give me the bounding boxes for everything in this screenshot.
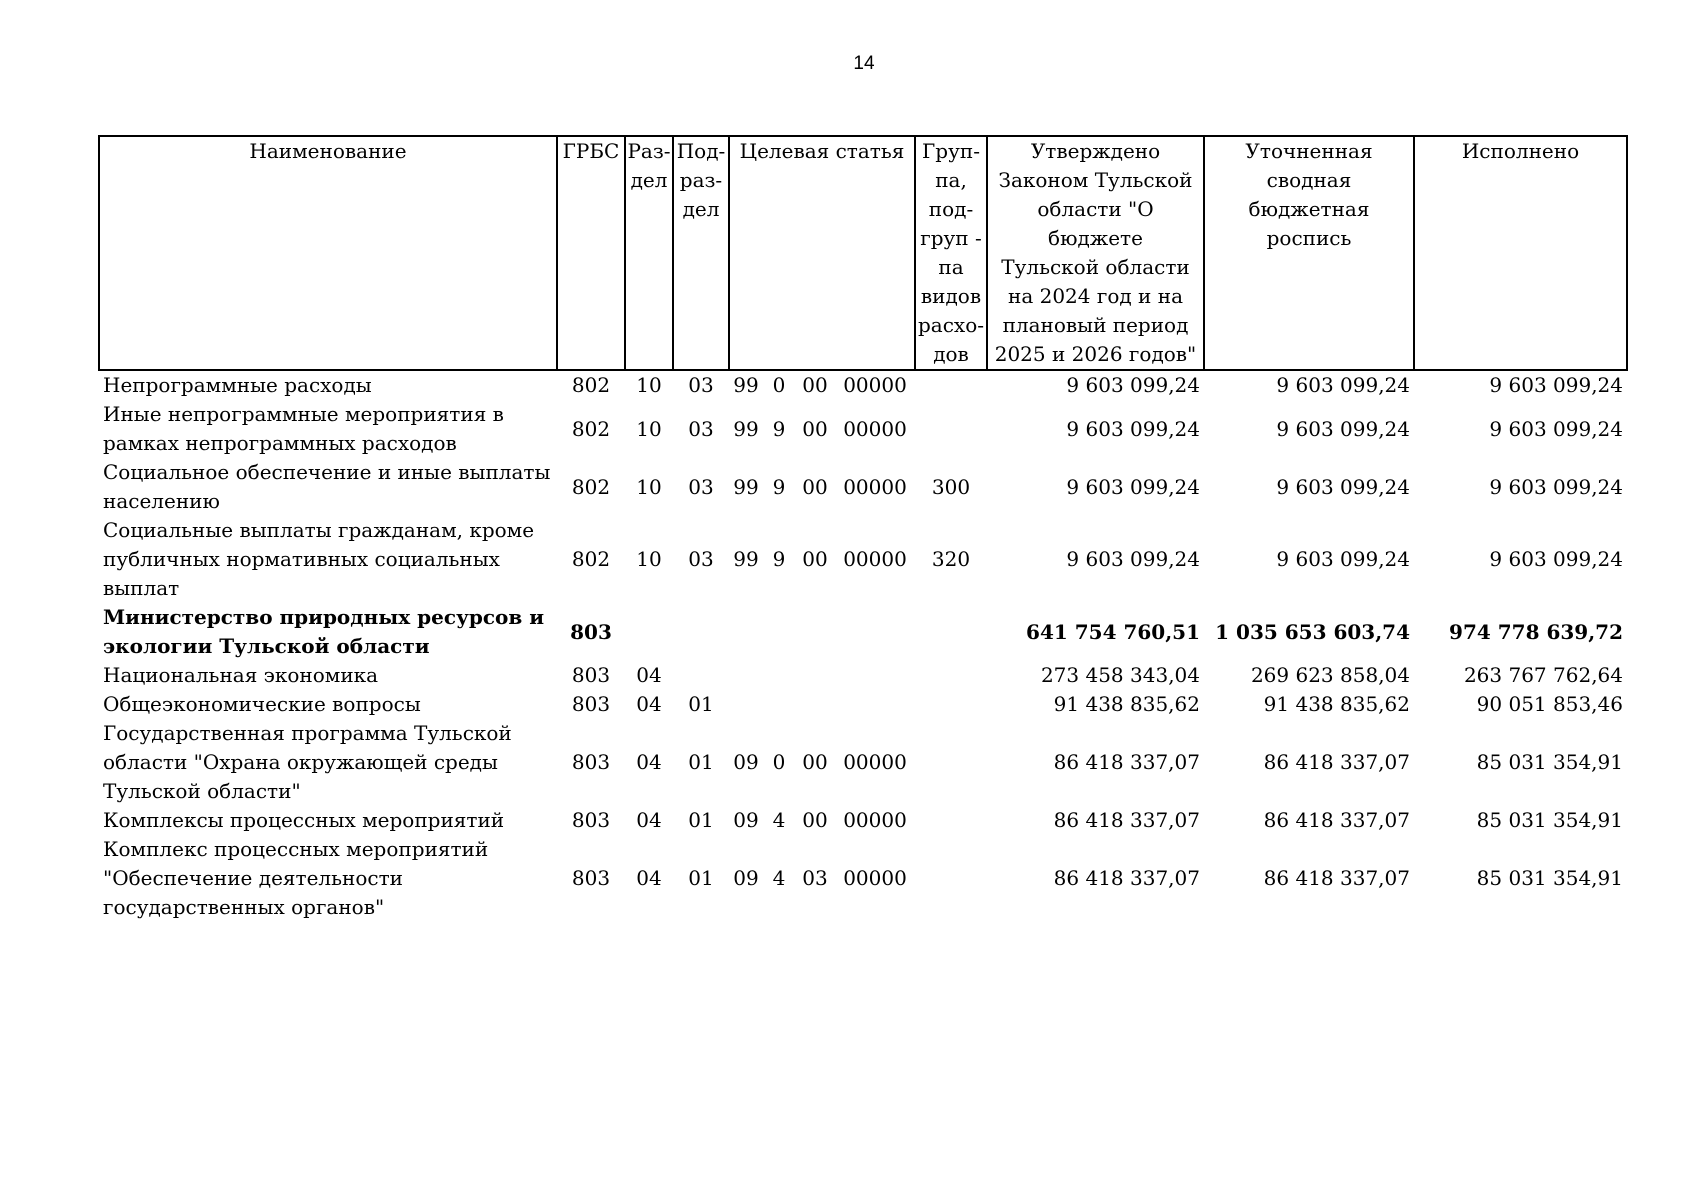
row-expense-group xyxy=(915,719,987,806)
row-executed: 974 778 639,72 xyxy=(1449,619,1623,644)
row-target-subprogram: 4 xyxy=(772,866,786,890)
row-target-subprogram xyxy=(763,603,795,661)
row-target-direction xyxy=(795,690,835,719)
row-refined: 86 418 337,07 xyxy=(1263,866,1410,890)
row-razdel: 10 xyxy=(636,547,662,571)
row-expense-group xyxy=(915,603,987,661)
header-approved: Утверждено Законом Тульской области "О бюджете Тульской области на 2024 год и на плановый период 2025 и 2026 годов" xyxy=(987,136,1204,370)
row-target-code: 00000 xyxy=(843,373,907,397)
row-target-code: 00000 xyxy=(843,547,907,571)
row-executed: 9 603 099,24 xyxy=(1489,416,1623,441)
row-target-direction: 00 xyxy=(802,416,828,441)
row-refined: 91 438 835,62 xyxy=(1263,692,1410,716)
row-expense-group: 320 xyxy=(931,547,971,571)
row-target-direction xyxy=(795,603,835,661)
row-expense-group xyxy=(915,806,987,835)
row-expense-group xyxy=(915,690,987,719)
row-executed: 9 603 099,24 xyxy=(1489,474,1623,499)
table-row xyxy=(99,603,1627,661)
row-razdel: 10 xyxy=(636,416,662,441)
header-refined: Уточненная сводная бюджетная роспись xyxy=(1204,136,1414,370)
row-target-program: 09 xyxy=(733,808,759,832)
row-expense-group xyxy=(915,661,987,690)
row-expense-group xyxy=(915,835,987,922)
row-target-subprogram xyxy=(763,661,795,690)
table-row xyxy=(99,806,1627,835)
row-razdel: 04 xyxy=(636,663,662,687)
row-refined: 86 418 337,07 xyxy=(1263,808,1410,832)
row-target-direction: 03 xyxy=(802,866,828,890)
row-grbs: 803 xyxy=(571,663,611,687)
row-approved: 86 418 337,07 xyxy=(1053,866,1200,890)
row-razdel: 04 xyxy=(636,692,662,716)
row-target-program xyxy=(729,690,763,719)
row-razdel: 04 xyxy=(636,866,662,890)
row-target-subprogram: 0 xyxy=(772,750,786,774)
row-target-program: 99 xyxy=(733,416,759,441)
row-razdel: 04 xyxy=(636,750,662,774)
row-target-code: 00000 xyxy=(843,416,907,441)
row-grbs: 803 xyxy=(571,692,611,716)
header-target-article: Целевая статья xyxy=(729,136,915,370)
page-number: 14 xyxy=(853,53,875,74)
row-refined: 9 603 099,24 xyxy=(1276,373,1410,397)
row-expense-group xyxy=(915,400,987,458)
row-refined: 86 418 337,07 xyxy=(1263,750,1410,774)
row-executed: 85 031 354,91 xyxy=(1476,750,1623,774)
row-name: Комплекс процессных мероприятий "Обеспечение деятельности государственных органов" xyxy=(103,837,489,919)
row-grbs: 803 xyxy=(570,619,612,644)
row-refined: 269 623 858,04 xyxy=(1250,663,1410,687)
row-podrazdel: 01 xyxy=(688,866,714,890)
row-target-program: 09 xyxy=(733,866,759,890)
row-grbs: 802 xyxy=(571,373,611,397)
row-approved: 9 603 099,24 xyxy=(1066,547,1200,571)
row-refined: 1 035 653 603,74 xyxy=(1215,619,1410,644)
row-approved: 641 754 760,51 xyxy=(1026,619,1200,644)
row-grbs: 803 xyxy=(571,866,611,890)
row-podrazdel: 03 xyxy=(688,373,714,397)
table-header xyxy=(99,136,1627,370)
row-approved: 9 603 099,24 xyxy=(1066,474,1200,499)
row-grbs: 802 xyxy=(571,416,611,441)
row-executed: 9 603 099,24 xyxy=(1489,547,1623,571)
row-grbs: 802 xyxy=(571,547,611,571)
row-razdel xyxy=(625,603,673,661)
table-row xyxy=(99,370,1627,400)
row-podrazdel: 01 xyxy=(688,808,714,832)
budget-table xyxy=(98,135,1628,922)
row-executed: 85 031 354,91 xyxy=(1476,808,1623,832)
row-target-code: 00000 xyxy=(843,808,907,832)
header-razdel: Раз- дел xyxy=(625,136,673,370)
table-row xyxy=(99,690,1627,719)
row-approved: 91 438 835,62 xyxy=(1053,692,1200,716)
header-executed: Исполнено xyxy=(1414,136,1627,370)
row-razdel: 04 xyxy=(636,808,662,832)
row-approved: 273 458 343,04 xyxy=(1040,663,1200,687)
row-name: Национальная экономика xyxy=(103,663,379,687)
row-target-subprogram: 9 xyxy=(772,474,786,499)
row-refined: 9 603 099,24 xyxy=(1276,474,1410,499)
row-executed: 90 051 853,46 xyxy=(1476,692,1623,716)
header-podrazdel: Под- раз- дел xyxy=(673,136,729,370)
row-target-direction: 00 xyxy=(802,750,828,774)
budget-table-container xyxy=(98,135,1626,922)
row-podrazdel xyxy=(673,661,729,690)
row-target-direction: 00 xyxy=(802,474,828,499)
row-target-direction: 00 xyxy=(802,373,828,397)
row-expense-group: 300 xyxy=(931,474,971,499)
row-target-code: 00000 xyxy=(843,866,907,890)
row-target-code xyxy=(835,661,915,690)
row-name: Министерство природных ресурсов и экологии Тульской области xyxy=(103,605,545,658)
row-razdel: 10 xyxy=(636,373,662,397)
row-executed: 85 031 354,91 xyxy=(1476,866,1623,890)
table-row xyxy=(99,458,1627,516)
header-name: Наименование xyxy=(99,136,557,370)
row-podrazdel: 03 xyxy=(688,416,714,441)
row-target-direction: 00 xyxy=(802,547,828,571)
row-approved: 9 603 099,24 xyxy=(1066,373,1200,397)
row-executed: 263 767 762,64 xyxy=(1463,663,1623,687)
row-target-program: 09 xyxy=(733,750,759,774)
row-target-program: 99 xyxy=(733,547,759,571)
header-expense-group: Груп- па, под- груп - па видов расхо- дов xyxy=(915,136,987,370)
table-row xyxy=(99,835,1627,922)
row-podrazdel xyxy=(673,603,729,661)
row-refined: 9 603 099,24 xyxy=(1276,547,1410,571)
row-name: Комплексы процессных мероприятий xyxy=(103,808,505,832)
row-target-code: 00000 xyxy=(843,474,907,499)
row-refined: 9 603 099,24 xyxy=(1276,416,1410,441)
row-podrazdel: 03 xyxy=(688,474,714,499)
row-name: Социальное обеспечение и иные выплаты населению xyxy=(103,460,551,513)
row-target-subprogram: 4 xyxy=(772,808,786,832)
row-target-program: 99 xyxy=(733,474,759,499)
row-target-program xyxy=(729,661,763,690)
row-target-code xyxy=(835,690,915,719)
row-grbs: 803 xyxy=(571,808,611,832)
row-target-subprogram xyxy=(763,690,795,719)
row-target-program xyxy=(729,603,763,661)
row-target-code: 00000 xyxy=(843,750,907,774)
row-name: Непрограммные расходы xyxy=(103,373,372,397)
row-target-subprogram: 0 xyxy=(772,373,786,397)
table-body xyxy=(99,370,1627,922)
row-target-subprogram: 9 xyxy=(772,547,786,571)
table-row xyxy=(99,719,1627,806)
row-podrazdel: 03 xyxy=(688,547,714,571)
row-name: Государственная программа Тульской области "Охрана окружающей среды Тульской области" xyxy=(103,721,512,803)
row-razdel: 10 xyxy=(636,474,662,499)
row-approved: 86 418 337,07 xyxy=(1053,750,1200,774)
row-podrazdel: 01 xyxy=(688,750,714,774)
row-target-direction: 00 xyxy=(802,808,828,832)
row-target-code xyxy=(835,603,915,661)
row-podrazdel: 01 xyxy=(688,692,714,716)
row-grbs: 803 xyxy=(571,750,611,774)
row-grbs: 802 xyxy=(571,474,611,499)
row-name: Социальные выплаты гражданам, кроме публичных нормативных социальных выплат xyxy=(103,518,535,600)
row-expense-group xyxy=(915,370,987,400)
table-row xyxy=(99,661,1627,690)
row-target-direction xyxy=(795,661,835,690)
row-approved: 86 418 337,07 xyxy=(1053,808,1200,832)
row-approved: 9 603 099,24 xyxy=(1066,416,1200,441)
table-row xyxy=(99,400,1627,458)
row-name: Иные непрограммные мероприятия в рамках непрограммных расходов xyxy=(103,402,504,455)
row-target-program: 99 xyxy=(733,373,759,397)
row-name: Общеэкономические вопросы xyxy=(103,692,421,716)
row-executed: 9 603 099,24 xyxy=(1489,373,1623,397)
table-row xyxy=(99,516,1627,603)
row-target-subprogram: 9 xyxy=(772,416,786,441)
header-grbs: ГРБС xyxy=(557,136,625,370)
